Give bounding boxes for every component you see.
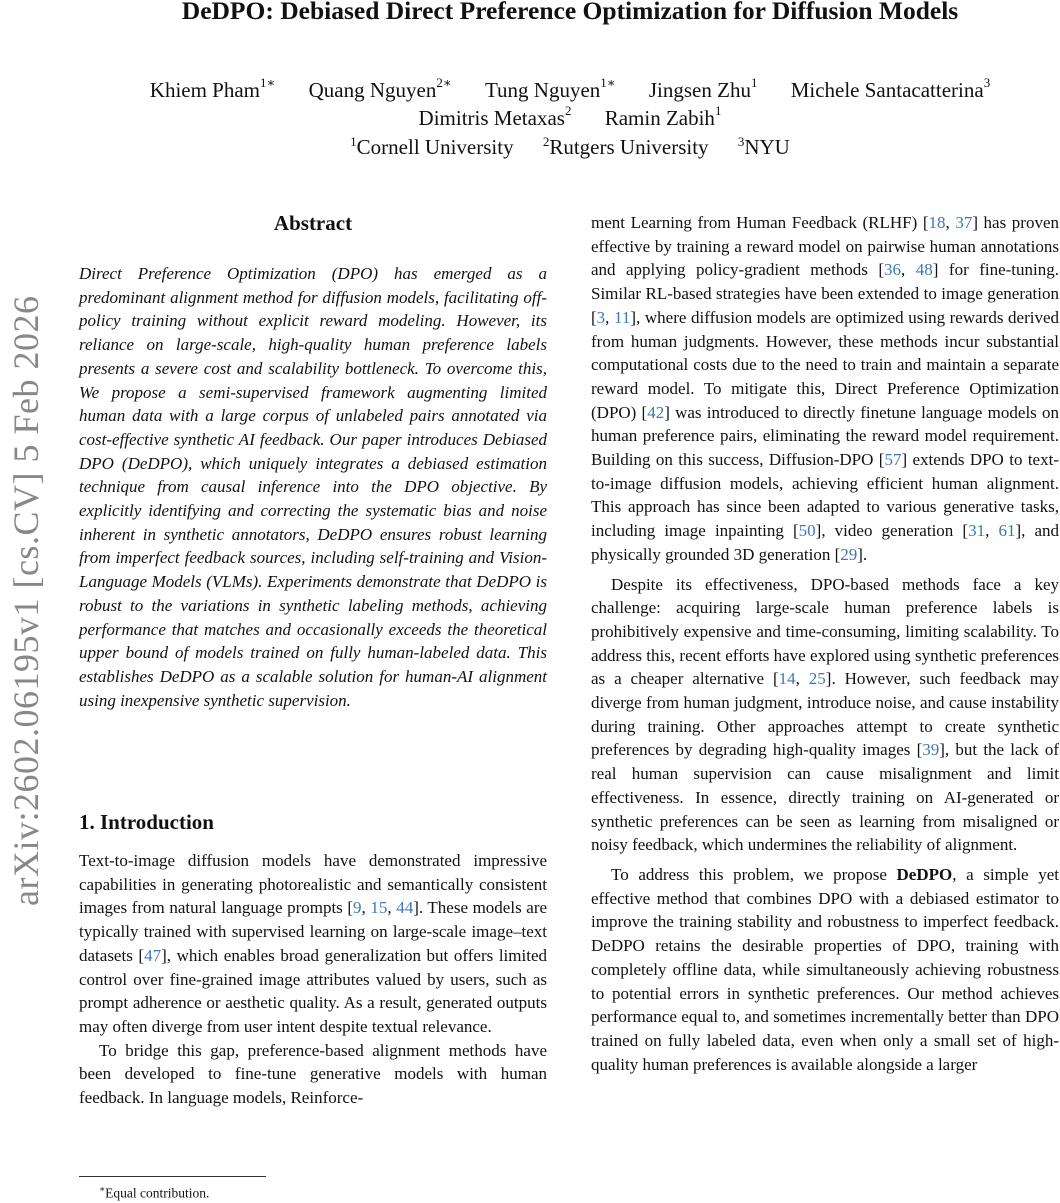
author: Michele Santacatterina$^3$ [790,75,991,102]
paragraph: Despite its effectiveness, DPO-based methods face a key challenge: acquiring large-scale human preference labels is prohibitively expensive and time-consuming, limiting scalability. To address this, recent efforts have explored using synthetic preferences as a cheaper alternative [14, 25]. However, such feedback may diverge from human judgment, introduce noise, and cause instability during training. Other approaches attempt to create synthetic preferences by degrading high-quality images [39], but the lack of real human supervision can cause misalignment and limit effectiveness. In essence, directly training on AI-generated or synthetic preferences can be seen as learning from misaligned or noisy feedback, which undermines the reliability of alignment. [591,574,1059,855]
paragraph: To bridge this gap, preference-based alignment methods have been developed to fine-tune generative models with human feedback. In language models, Reinforce- [79,1040,547,1108]
paragraph: Text-to-image diffusion models have demonstrated impressive capabilities in generating photorealistic and semantically consistent images from natural language prompts [9, 15, 44]. These models are typically trained with supervised learning on large-scale image–text datasets [47], which enables broad generalization but offers limited control over fine-grained image attributes valued by users, such as prompt adherence or aesthetic quality. As a result, generated outputs may often diverge from user intent despite textual relevance. [79,851,548,1036]
citation-link[interactable]: 44 [396,898,414,918]
abstract-text: Direct Preference Optimization (DPO) has emerged as a predominant alignment method for diffusion models, facilitating off-policy training without explicit reward modeling. However, its reliance on large-scale, high-quality human preference labels presents a severe cost and scalability bottleneck. To overcome this, We propose a semi-supervised framework augmenting limited human data with a large corpus of unlabeled pairs annotated via cost-effective synthetic AI feedback. Our paper introduces Debiased DPO (DeDPO), which uniquely integrates a debiased estimation technique from causal inference into the DPO objective. By explicitly identifying and correcting the systematic bias and noise inherent in synthetic annotators, DeDPO ensures robust learning from imperfect feedback sources, including self-training and Vision-Language Models (VLMs). Experiments demonstrate that DeDPO is robust to the variations in synthetic labeling methods, achieving performance that matches and occasionally exceeds the theoretical upper bound of models trained on fully human-labeled data. This establishes DeDPO as a scalable solution for human-AI alignment using inexpensive synthetic supervision. [79,264,547,710]
author: Ramin Zabih$^1$ [604,103,722,130]
citation-link[interactable]: 3 [596,307,606,327]
citation-link[interactable]: 9 [353,898,362,918]
citation-link[interactable]: 47 [144,945,162,965]
citation-link[interactable]: 11 [614,307,631,327]
citation-link[interactable]: 31 [968,521,986,541]
abstract-heading: Abstract [273,211,353,235]
right-column [591,211,1059,1076]
affiliation: $^3$NYU [737,134,790,159]
citation-link[interactable]: 29 [840,544,858,564]
intro-column [79,849,547,1110]
section-heading: 1. Introduction [79,810,214,834]
affiliations [0,128,1060,161]
abstract-body [79,262,547,712]
author: Quang Nguyen$^{2∗}$ [308,75,452,102]
citation-link[interactable]: 48 [915,260,933,280]
citation-link[interactable]: 18 [928,213,946,232]
author: Dimitris Metaxas$^2$ [418,103,572,130]
method-name: DeDPO [896,864,953,884]
citation-link[interactable]: 14 [778,669,796,689]
footnote-rule [79,1176,266,1177]
paper-title: DeDPO: Debiased Direct Preference Optimization for Diffusion Models [181,0,959,25]
citation-link[interactable]: 15 [370,898,388,918]
author: Jingsen Zhu$^1$ [648,75,758,102]
citation-link[interactable]: 57 [884,450,902,470]
citation-link[interactable]: 36 [884,260,902,280]
author: Khiem Pham$^{1∗}$ [149,75,276,102]
paragraph: To address this problem, we propose DeDPO, a simple yet effective method that combines DPO with a debiased estimator to improve the training stability and robustness to imperfect feedback. DeDPO retains the desirable properties of DPO, training with completely offline data, while simultaneously achieving robustness to potential errors in synthetic preferences. Our method achieves performance equal to, and sometimes incrementally better than DPO trained on fully labeled data, even when only a small set of high-quality human preferences is available alongside a larger [591,864,1059,1074]
affiliation: $^2$Rutgers University [542,134,709,159]
affiliation: $^1$Cornell University [350,134,514,159]
citation-link[interactable]: 42 [647,402,665,422]
paragraph: ment Learning from Human Feedback (RLHF) [18, 37] has proven effective by training a reward model on pairwise human annotations and applying policy-gradient methods [36, 48] for fine-tuning. Similar RL-based strategies have been extended to image generation [3, 11], where diffusion models are optimized using rewards derived from human judgments. However, these methods incur substantial computational costs due to the need to train and maintain a separate reward model. To mitigate this, Direct Preference Optimization (DPO) [42] was introduced to directly finetune language models on human preference pairs, eliminating the reward model requirement. Building on this success, Diffusion-DPO [57] extends DPO to text-to-image diffusion models, achieving efficient human alignment. This approach has since been adapted to various generative tasks, including image inpainting [50], video generation [31, 61], and physically grounded 3D generation [29]. [591,213,1060,564]
citation-link[interactable]: 37 [955,213,973,232]
arxiv-stamp: arXiv:2602.06195v1 [cs.CV] 5 Feb 2026 [6,295,46,906]
citation-link[interactable]: 25 [808,669,826,689]
footnote: ∗Equal contribution. [99,1184,210,1201]
author: Tung Nguyen$^{1∗}$ [484,75,616,102]
citation-link[interactable]: 39 [922,740,940,760]
citation-link[interactable]: 50 [798,521,816,541]
citation-link[interactable]: 61 [998,521,1016,541]
